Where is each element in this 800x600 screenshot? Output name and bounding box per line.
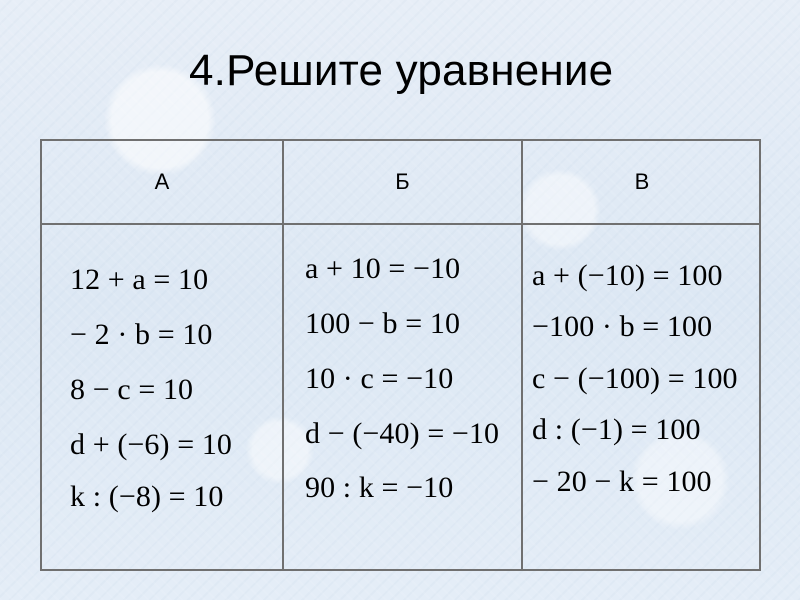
equation: d − (−40) = −10 [305,417,500,450]
column-a-equations [70,225,275,569]
equation: − 20 − k = 100 [532,465,712,498]
equation: 90 : k = −10 [305,471,454,504]
equation: k : (−8) = 10 [70,480,224,513]
column-header-b: Б [395,169,410,194]
equation: 12 + a = 10 [70,263,209,296]
table-grid [42,141,759,569]
equation: 8 − c = 10 [70,373,194,406]
equation: c − (−100) = 100 [532,362,738,395]
equations-table [40,139,761,571]
equation: a + 10 = −10 [305,252,461,285]
column-v-equations [532,225,757,569]
slide-title: 4.Решите уравнение [189,46,614,95]
equation: 100 − b = 10 [305,307,461,340]
column-header-v: В [634,169,650,194]
equation: 10 · c = −10 [305,362,454,395]
column-header-a: А [154,169,170,194]
equation: d + (−6) = 10 [70,428,233,461]
equation: − 2 · b = 10 [70,318,213,351]
column-b-equations [305,225,513,569]
equation: d : (−1) = 100 [532,413,701,446]
equation: −100 · b = 100 [532,310,713,343]
equation: a + (−10) = 100 [532,259,723,292]
